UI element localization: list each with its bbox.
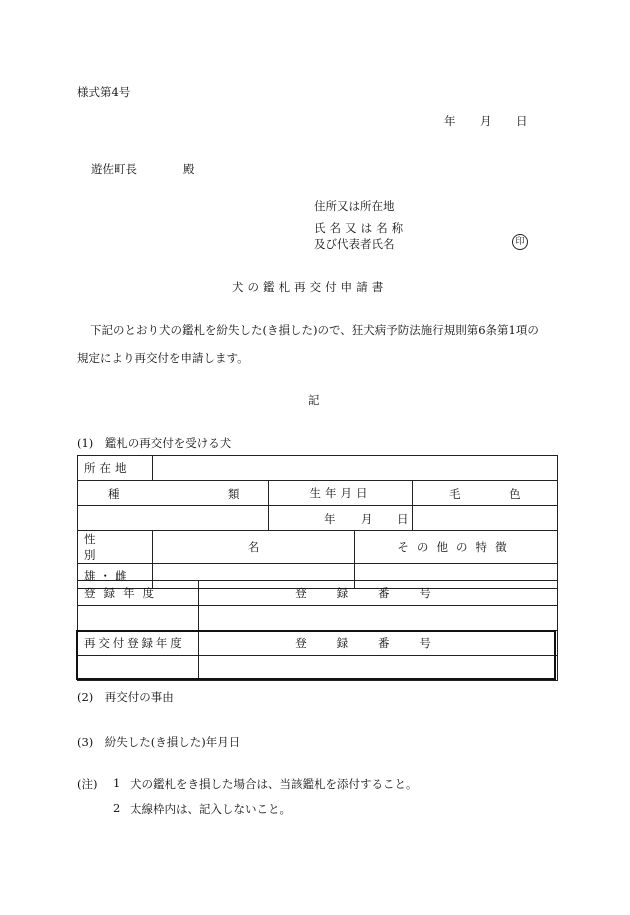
rereg-number-label: 登録番号	[295, 636, 461, 650]
section-3-label: (3) 紛失した(き損した)年月日	[77, 735, 241, 749]
birth-year-label: 年	[324, 512, 336, 526]
location-label: 所在地	[78, 456, 153, 481]
reg-year-header: 登録年度	[78, 581, 199, 606]
features-header: その他の特徴	[355, 531, 558, 564]
sex-value[interactable]: 雄・雌	[78, 564, 153, 589]
office-use-box	[76, 630, 556, 680]
rereg-year-header: 再交付登録年度	[78, 631, 199, 656]
body-line-1: 下記のとおり犬の鑑札を紛失した(き損した)ので、狂犬病予防法施行規則第6条第1項の	[90, 323, 539, 337]
reg-number-header	[199, 581, 558, 606]
breed-label-a: 種	[108, 487, 120, 501]
note-2-text: 太線枠内は、記入しないこと。	[130, 802, 291, 816]
breed-field[interactable]	[78, 506, 269, 531]
form-number: 様式第4号	[77, 85, 131, 99]
birthdate-field[interactable]	[269, 506, 413, 531]
reg-number-label: 登録番号	[295, 586, 461, 600]
body-line-2: 規定により再交付を申請します。	[77, 351, 249, 365]
name-header: 名	[153, 531, 355, 564]
coat-label-a: 毛	[449, 487, 461, 501]
birth-day-label: 日	[397, 512, 409, 526]
note-1-num: 1	[113, 776, 121, 790]
ki-label: 記	[308, 393, 320, 407]
addressee: 遊佐町長	[91, 162, 137, 176]
notes-prefix: (注)	[77, 777, 98, 791]
reg-year-field[interactable]	[78, 606, 199, 631]
seal-mark: 印	[512, 234, 528, 250]
date-day-label: 日	[516, 114, 528, 128]
coat-header	[413, 481, 558, 506]
location-field[interactable]	[153, 456, 558, 481]
section-2-label: (2) 再交付の事由	[77, 690, 174, 704]
coat-label-b: 色	[509, 487, 521, 501]
address-label: 住所又は所在地	[314, 199, 395, 213]
dog-info-table	[77, 455, 558, 531]
name-label: 氏名又は名称	[314, 221, 408, 235]
section-1-label: (1) 鑑札の再交付を受ける犬	[77, 436, 232, 450]
note-2-num: 2	[113, 801, 121, 815]
document-title: 犬の鑑札再交付申請書	[232, 280, 388, 294]
breed-label-b: 類	[228, 487, 240, 501]
sex-label: 性別	[84, 532, 124, 562]
birth-month-label: 月	[361, 512, 373, 526]
date-year-label: 年	[444, 114, 456, 128]
birthdate-header: 生年月日	[269, 481, 413, 506]
sex-header	[78, 531, 153, 564]
coat-field[interactable]	[413, 506, 558, 531]
note-1-text: 犬の鑑札をき損した場合は、当該鑑札を添付すること。	[130, 777, 418, 791]
reg-number-field[interactable]	[199, 606, 558, 631]
breed-header	[78, 481, 269, 506]
date-month-label: 月	[480, 114, 492, 128]
honorific: 殿	[183, 162, 195, 176]
representative-label: 及び代表者氏名	[314, 237, 395, 251]
